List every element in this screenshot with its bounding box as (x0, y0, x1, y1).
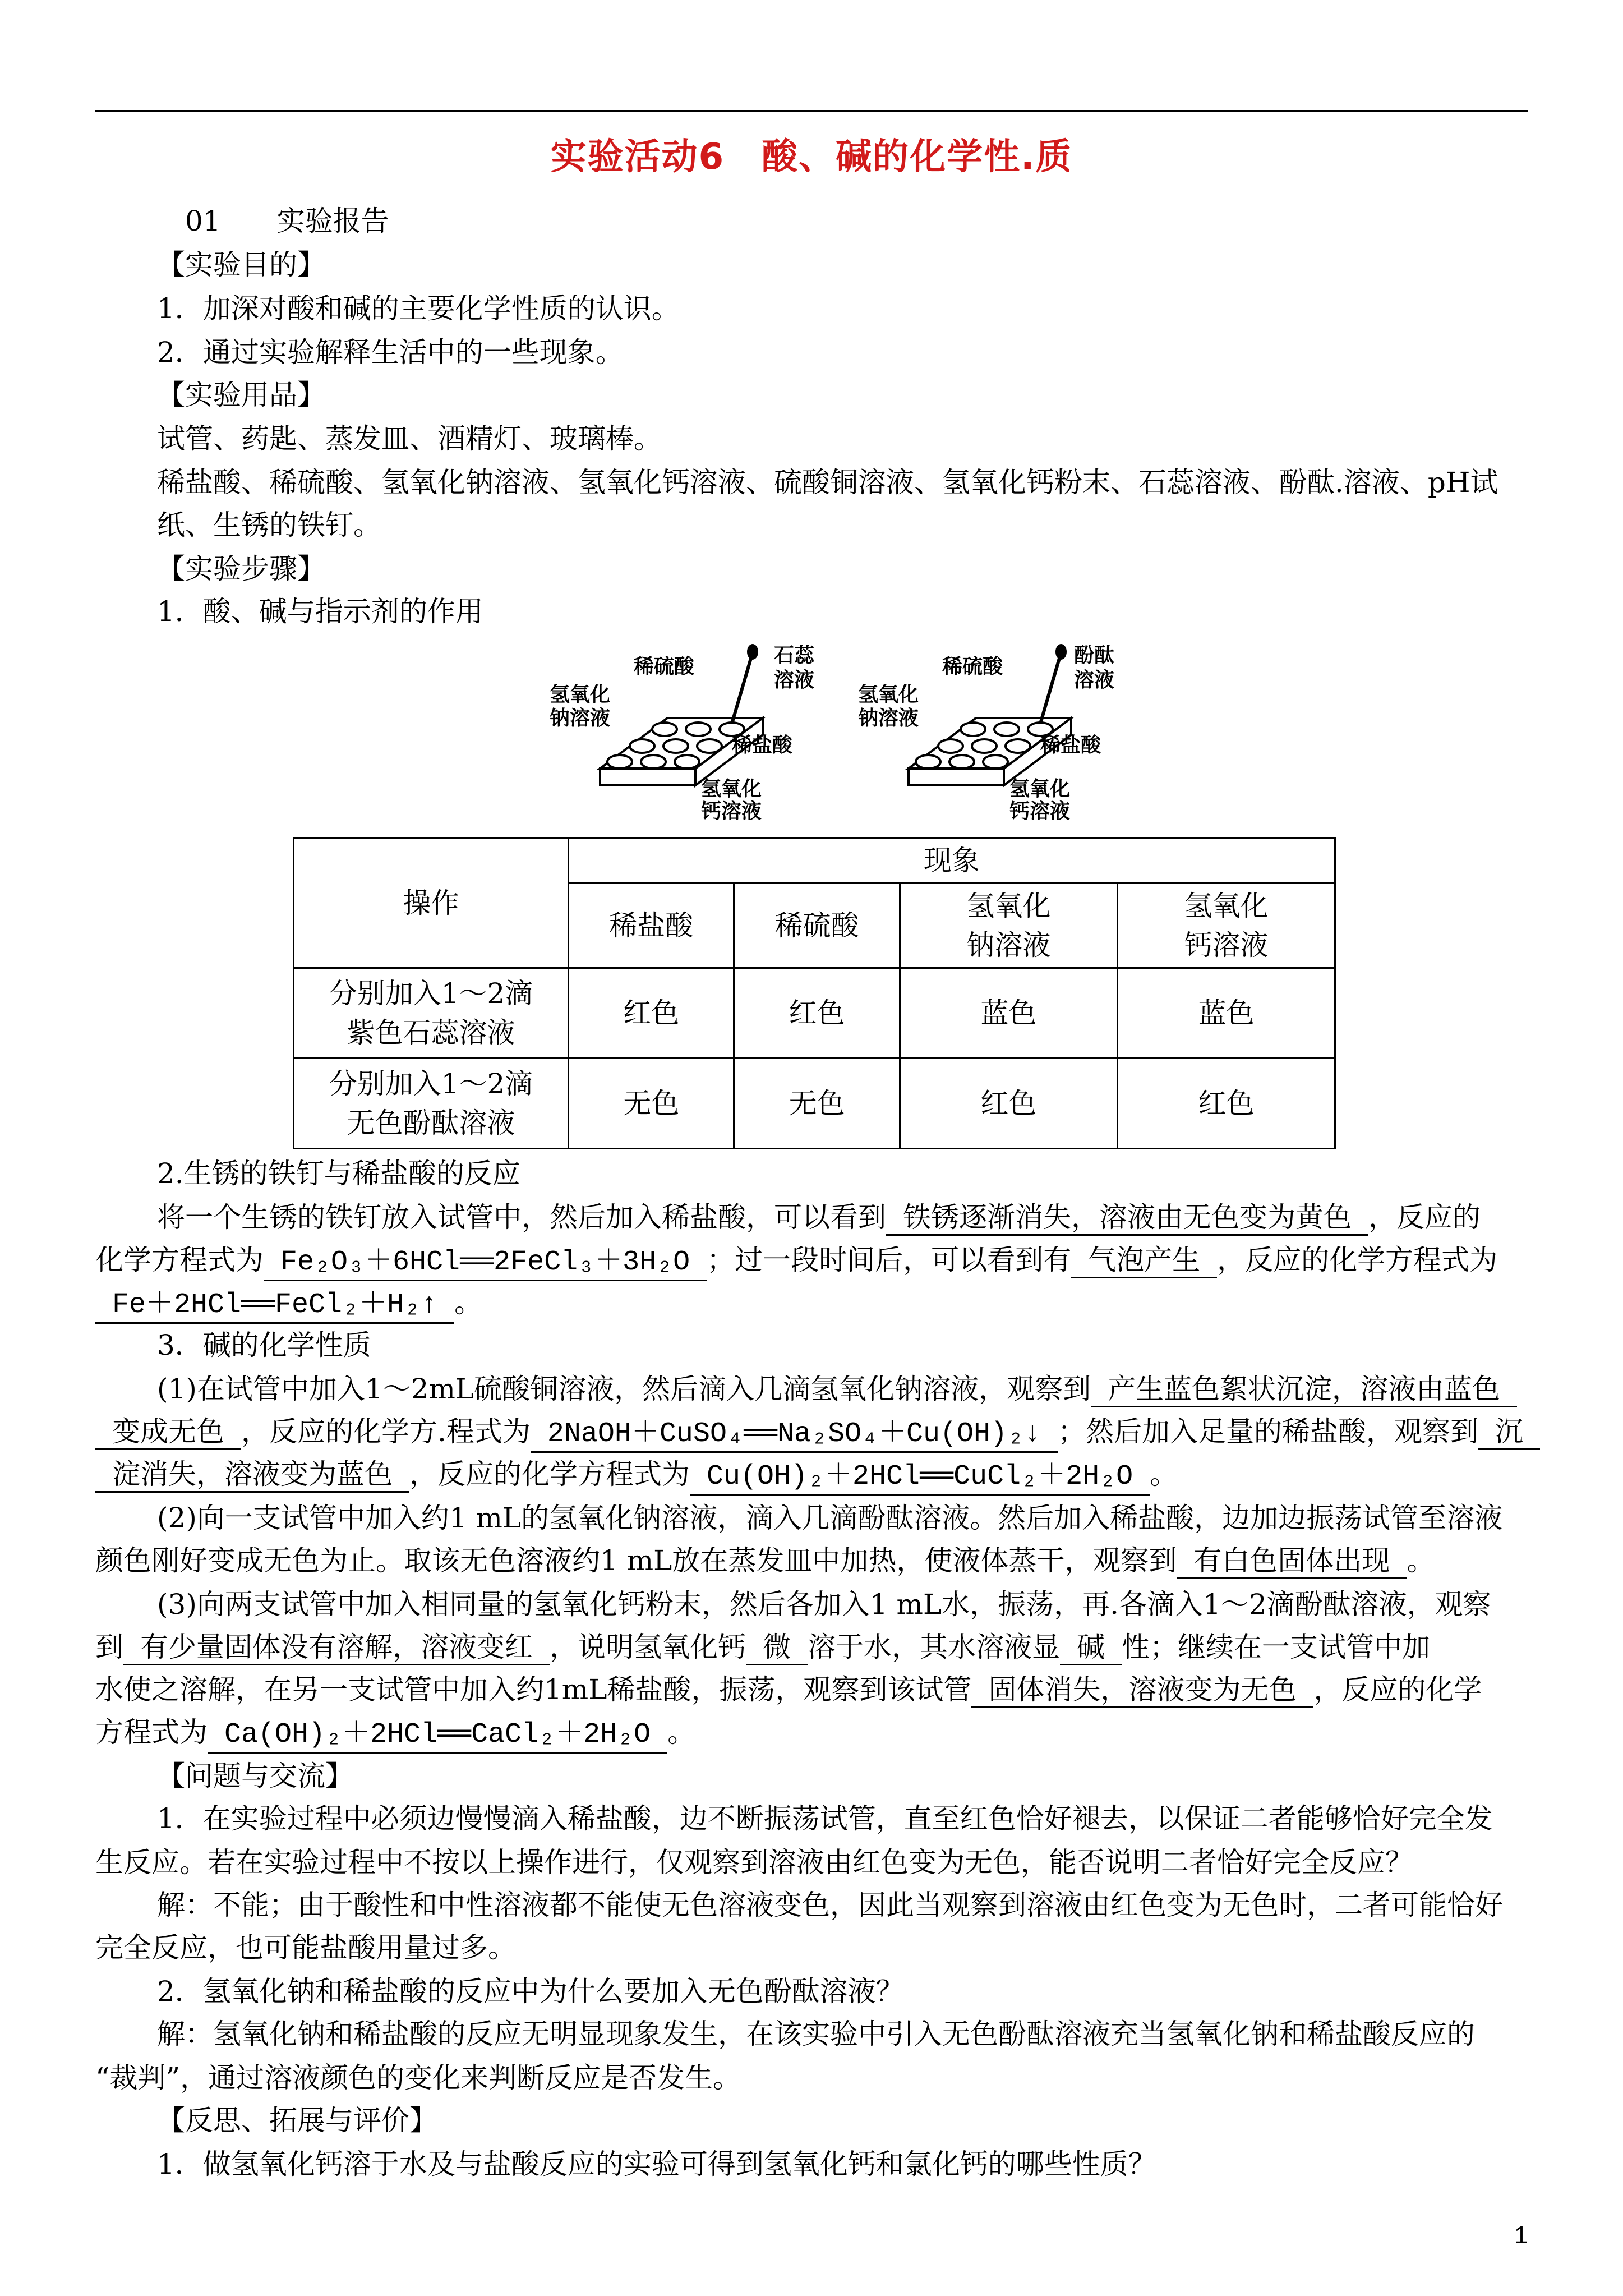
qa-q2: 2．氢氧化钠和稀盐酸的反应中为什么要加入无色酚酞溶液？ (157, 1975, 904, 2008)
s3-text: 。 (1407, 1544, 1435, 1577)
table-header-row (294, 838, 1335, 884)
step-3-title: 3．碱的化学性质 (157, 1329, 371, 1361)
op-header: 操作 (294, 838, 569, 968)
row-1-cell: 红色 (734, 968, 900, 1059)
spot-plate-figure (550, 639, 1115, 832)
s2-text: ，反应的化学方程式为 (1217, 1244, 1498, 1276)
s3-text: 溶于水，其水溶液显 (808, 1631, 1060, 1663)
purpose-item-2: 2．通过实验解释生活中的一些现象。 (157, 336, 624, 369)
s3-text: 性；继续在一支试管中加 (1122, 1631, 1430, 1663)
s3-text: ，反应的化学方.程式为 (241, 1415, 531, 1448)
step-1-title: 1．酸、碱与指示剂的作用 (157, 595, 483, 628)
label-right-side2: 钠溶液 (858, 707, 919, 730)
table-row (294, 1059, 1335, 1149)
spot-plate-drawing (550, 639, 1115, 830)
col-header-caoh2 (1117, 884, 1335, 968)
purpose-heading: 【实验目的】 (157, 249, 325, 281)
label-right-ind1: 酚酞 (1074, 644, 1115, 667)
answer-blank: 淀消失，溶液变为蓝色 (95, 1457, 409, 1493)
s3-p3-line-4 (95, 1714, 695, 1754)
steps-heading: 【实验步骤】 (157, 553, 325, 585)
s3-text: ；然后加入足量的稀盐酸，观察到 (1058, 1415, 1479, 1448)
s3-text: 颜色刚好变成无色为止。取该无色溶液约1 mL放在蒸发皿中加热，使液体蒸干，观察到 (95, 1544, 1177, 1577)
s2-text: 将一个生锈的铁钉放入试管中，然后加入稀盐酸，可以看到 (157, 1201, 886, 1234)
col-naoh-text-2: 钠溶液 (966, 929, 1051, 961)
row-2-cell: 无色 (734, 1059, 900, 1149)
section-label: 01 实验报告 (185, 205, 389, 237)
s3-p1-line-3 (95, 1456, 1178, 1496)
answer-blank: 产生蓝色絮状沉淀，溶液由蓝色 (1091, 1372, 1517, 1407)
answer-blank: Fe₂O₃＋6HCl══2FeCl₃＋3H₂O (264, 1246, 707, 1281)
materials-line-2: 稀盐酸、稀硫酸、氢氧化钠溶液、氢氧化钙溶液、硫酸铜溶液、氢氧化钙粉末、石蕊溶液、酚酞.溶液、pH试 (157, 466, 1498, 499)
answer-blank: Fe＋2HCl══FeCl₂＋H₂↑ (95, 1289, 454, 1324)
qa-a2-line-2: “裁判”，通过溶液颜色的变化来判断反应是否发生。 (95, 2062, 741, 2094)
phenomenon-header: 现象 (569, 838, 1335, 884)
answer-blank: 微 (746, 1630, 808, 1665)
answer-blank: 铁锈逐渐消失，溶液由无色变为黄色 (886, 1200, 1368, 1236)
qa-a2-line-1: 解：氢氧化钠和稀盐酸的反应无明显现象发生，在该实验中引入无色酚酞溶液充当氢氧化钠和稀盐酸反应的 (157, 2018, 1475, 2050)
materials-line-3: 纸、生锈的铁钉。 (157, 509, 381, 541)
row-2-op-line-1: 分别加入1～2滴 (329, 1068, 533, 1100)
row-1-op (294, 968, 569, 1059)
s3-text: 水使之溶解，在另一支试管中加入约1mL稀盐酸，振荡，观察到该试管 (95, 1673, 972, 1706)
s3-text: 。 (1150, 1458, 1178, 1490)
table-row (294, 968, 1335, 1059)
s3-text: (1)在试管中加入1～2mL硫酸铜溶液，然后滴入几滴氢氧化钠溶液，观察到 (157, 1373, 1091, 1405)
col-naoh-text-1: 氢氧化 (966, 890, 1051, 922)
row-1-op-line-2: 紫色石蕊溶液 (347, 1016, 515, 1049)
observation-table (293, 837, 1336, 1149)
label-left-right: 稀盐酸 (732, 734, 793, 757)
row-2-cell: 无色 (569, 1059, 734, 1149)
s3-p1-line-1 (157, 1371, 1517, 1407)
answer-blank: 2NaOH＋CuSO₄══Na₂SO₄＋Cu(OH)₂↓ (531, 1418, 1058, 1453)
answer-blank: 变成无色 (95, 1415, 241, 1450)
s3-p1-line-2 (95, 1414, 1540, 1453)
qa-a1-line-2: 完全反应，也可能盐酸用量过多。 (95, 1931, 516, 1964)
label-left-side2: 钠溶液 (550, 707, 611, 730)
materials-line-1: 试管、药匙、蒸发皿、酒精灯、玻璃棒。 (157, 422, 662, 455)
answer-blank: 气泡产生 (1071, 1243, 1217, 1278)
answer-blank: Ca(OH)₂＋2HCl══CaCl₂＋2H₂O (208, 1718, 667, 1754)
step-2-title: 2.生锈的铁钉与稀盐酸的反应 (157, 1157, 520, 1190)
row-1-cell: 红色 (569, 968, 734, 1059)
label-right-right: 稀盐酸 (1040, 734, 1101, 757)
s3-p3-line-1: (3)向两支试管中加入相同量的氢氧化钙粉末，然后各加入1 mL水，振荡，再.各滴入1～2滴酚酞溶液，观察 (157, 1588, 1491, 1621)
answer-blank: 固体消失，溶液变为无色 (971, 1673, 1313, 1708)
s2-text: ；过一段时间后，可以看到有 (707, 1244, 1072, 1276)
label-right-top: 稀硫酸 (942, 655, 1003, 678)
s3-text: 方程式为 (95, 1716, 208, 1749)
page-title: 实验活动6 酸、碱的化学性.质 (550, 136, 1073, 178)
step-2-line-2 (95, 1242, 1497, 1281)
step-2-line-3 (95, 1285, 482, 1324)
reflect-heading: 【反思、拓展与评价】 (157, 2104, 437, 2137)
answer-blank: Cu(OH)₂＋2HCl══CuCl₂＋2H₂O (690, 1460, 1150, 1496)
col-h2so4-text: 稀硫酸 (774, 909, 859, 942)
s3-p2-line-1: (2)向一支试管中加入约1 mL的氢氧化钠溶液，滴入几滴酚酞溶液。然后加入稀盐酸，边加边振荡试管至溶液 (157, 1502, 1503, 1534)
qa-q1-line-1: 1．在实验过程中必须边慢慢滴入稀盐酸，边不断振荡试管，直至红色恰好褪去，以保证二者能够恰好完全发 (157, 1802, 1493, 1835)
col-header-naoh (900, 884, 1117, 968)
s3-p3-line-3 (95, 1672, 1482, 1708)
page-number: 1 (1514, 2221, 1528, 2249)
col-header-h2so4 (734, 884, 900, 968)
col-hcl-text: 稀盐酸 (609, 909, 694, 942)
s3-text: ，反应的化学方程式为 (409, 1458, 690, 1490)
answer-blank: 碱 (1060, 1630, 1122, 1665)
row-1-cell: 蓝色 (1117, 968, 1335, 1059)
s3-text: ，反应的化学 (1313, 1673, 1482, 1706)
s3-p2-line-2 (95, 1543, 1435, 1579)
s3-text: ，说明氢氧化钙 (550, 1631, 746, 1663)
row-2-cell: 红色 (1117, 1059, 1335, 1149)
s3-text: 。 (667, 1716, 696, 1749)
label-right-bot2: 钙溶液 (1009, 800, 1071, 823)
label-left-top: 稀硫酸 (634, 655, 695, 678)
label-right-bot1: 氢氧化 (1009, 777, 1071, 800)
col-caoh2-text-2: 钙溶液 (1184, 929, 1269, 961)
reflect-q1: 1．做氢氧化钙溶于水及与盐酸反应的实验可得到氢氧化钙和氯化钙的哪些性质？ (157, 2148, 1156, 2180)
label-left-side1: 氢氧化 (550, 683, 611, 706)
qa-q1-line-2: 生反应。若在实验过程中不按以上操作进行，仅观察到溶液由红色变为无色，能否说明二者恰好完全反应？ (95, 1846, 1413, 1879)
step-2-line-1 (157, 1199, 1481, 1236)
s2-text: ，反应的 (1368, 1201, 1481, 1234)
label-right-side1: 氢氧化 (858, 683, 919, 706)
label-right-ind2: 溶液 (1074, 669, 1115, 692)
row-2-op-line-2: 无色酚酞溶液 (347, 1107, 515, 1139)
row-1-cell: 蓝色 (900, 968, 1117, 1059)
qa-a1-line-1: 解：不能；由于酸性和中性溶液都不能使无色溶液变色，因此当观察到溶液由红色变为无色时，二者可能恰好 (157, 1889, 1503, 1921)
s3-text: 到 (95, 1631, 123, 1663)
label-left-bot1: 氢氧化 (701, 777, 762, 800)
qa-heading: 【问题与交流】 (157, 1760, 353, 1792)
purpose-item-1: 1．加深对酸和碱的主要化学性质的认识。 (157, 292, 680, 325)
col-header-hcl (569, 884, 734, 968)
label-left-ind2: 溶液 (774, 669, 815, 692)
label-left-bot2: 钙溶液 (701, 800, 762, 823)
row-2-op (294, 1059, 569, 1149)
col-caoh2-text-1: 氢氧化 (1184, 890, 1269, 922)
row-1-op-line-1: 分别加入1～2滴 (329, 977, 533, 1010)
answer-blank: 沉 (1478, 1415, 1540, 1450)
label-left-ind1: 石蕊 (774, 644, 815, 667)
row-2-cell: 红色 (900, 1059, 1117, 1149)
answer-blank: 有少量固体没有溶解，溶液变红 (123, 1630, 550, 1665)
answer-blank: 有白色固体出现 (1177, 1544, 1407, 1579)
s3-p3-line-2 (95, 1629, 1430, 1665)
s2-text: 。 (454, 1286, 483, 1319)
s2-text: 化学方程式为 (95, 1244, 264, 1276)
top-rule (95, 110, 1528, 112)
materials-heading: 【实验用品】 (157, 379, 325, 411)
